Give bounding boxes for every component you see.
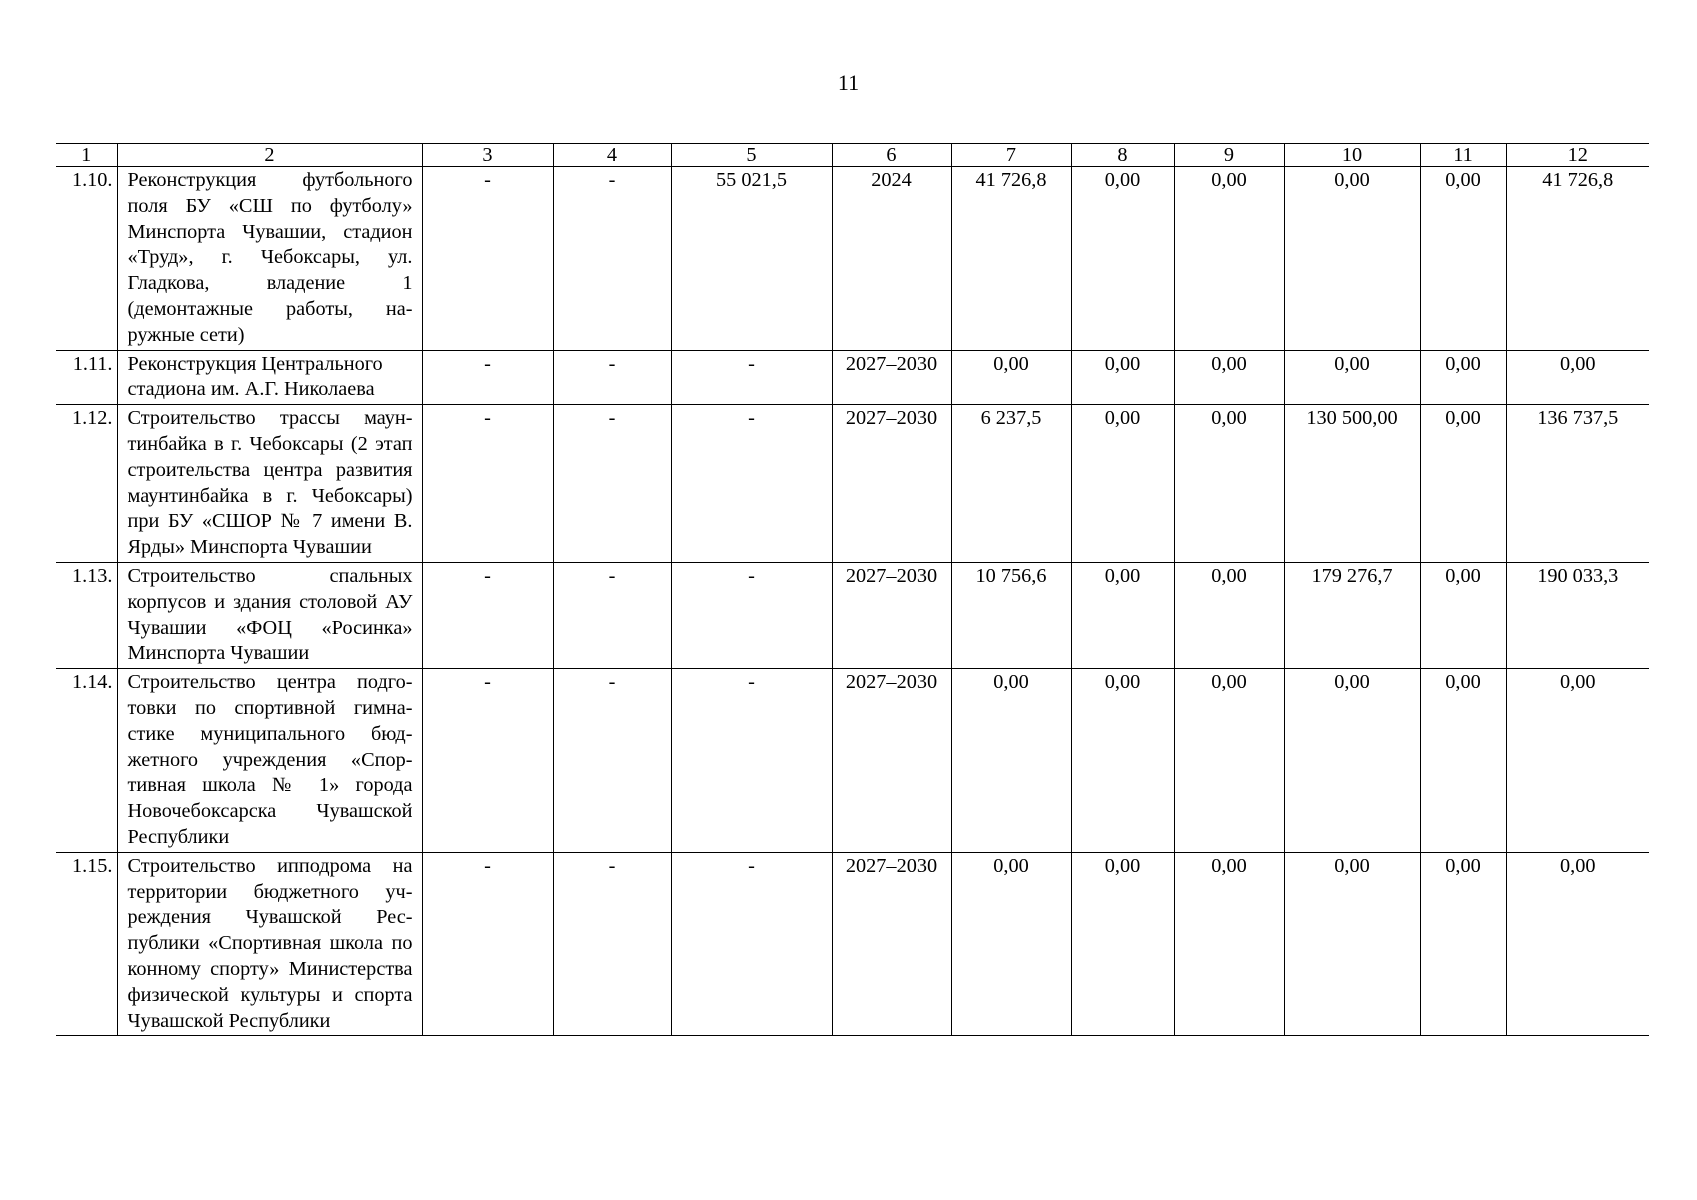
cell-col5: - bbox=[671, 669, 832, 853]
cell-col3: - bbox=[422, 405, 553, 563]
cell-col9: 0,00 bbox=[1174, 167, 1284, 351]
cell-col3: - bbox=[422, 669, 553, 853]
cell-col4: - bbox=[553, 405, 671, 563]
cell-col12: 41 726,8 bbox=[1506, 167, 1649, 351]
column-header: 1 bbox=[56, 144, 117, 167]
cell-col3: - bbox=[422, 350, 553, 405]
cell-col11: 0,00 bbox=[1420, 405, 1506, 563]
cell-col5: - bbox=[671, 405, 832, 563]
column-header: 10 bbox=[1284, 144, 1420, 167]
cell-col10: 0,00 bbox=[1284, 669, 1420, 853]
cell-col11: 0,00 bbox=[1420, 167, 1506, 351]
cell-col10: 130 500,00 bbox=[1284, 405, 1420, 563]
row-number: 1.13. bbox=[56, 562, 117, 668]
cell-col5: 55 021,5 bbox=[671, 167, 832, 351]
cell-col3: - bbox=[422, 562, 553, 668]
cell-col4: - bbox=[553, 350, 671, 405]
cell-col12: 136 737,5 bbox=[1506, 405, 1649, 563]
cell-col11: 0,00 bbox=[1420, 350, 1506, 405]
cell-col9: 0,00 bbox=[1174, 350, 1284, 405]
column-header: 11 bbox=[1420, 144, 1506, 167]
cell-col6: 2027–2030 bbox=[832, 405, 951, 563]
cell-col10: 0,00 bbox=[1284, 852, 1420, 1036]
object-name: Строительство спальных корпусов и здания столовой АУ Чувашии «ФОЦ «Росинка» Минспорта Чувашии bbox=[117, 562, 422, 668]
table-row bbox=[56, 669, 1649, 853]
cell-col6: 2027–2030 bbox=[832, 669, 951, 853]
cell-col10: 0,00 bbox=[1284, 350, 1420, 405]
object-name: Реконструкция футбольного поля БУ «СШ по футболу» Минспорта Чувашии, стадион «Труд», г. Чебоксары, ул. Гладкова, владение 1 (демонтажные работы, наружные сети) bbox=[117, 167, 422, 351]
cell-col6: 2027–2030 bbox=[832, 562, 951, 668]
cell-col4: - bbox=[553, 167, 671, 351]
cell-col12: 0,00 bbox=[1506, 350, 1649, 405]
column-header: 8 bbox=[1071, 144, 1174, 167]
column-header: 9 bbox=[1174, 144, 1284, 167]
row-number: 1.11. bbox=[56, 350, 117, 405]
row-number: 1.12. bbox=[56, 405, 117, 563]
row-number: 1.10. bbox=[56, 167, 117, 351]
cell-col5: - bbox=[671, 350, 832, 405]
column-header: 4 bbox=[553, 144, 671, 167]
cell-col8: 0,00 bbox=[1071, 669, 1174, 853]
cell-col8: 0,00 bbox=[1071, 562, 1174, 668]
cell-col8: 0,00 bbox=[1071, 167, 1174, 351]
cell-col7: 10 756,6 bbox=[951, 562, 1071, 668]
table-row bbox=[56, 405, 1649, 563]
object-name: Строительство трассы маунтинбайка в г. Чебоксары (2 этап строительства центра развития маунтинбайка в г. Чебоксары) при БУ «СШОР № 7 имени В. Ярды» Минспорта Чувашии bbox=[117, 405, 422, 563]
cell-col10: 0,00 bbox=[1284, 167, 1420, 351]
cell-col8: 0,00 bbox=[1071, 405, 1174, 563]
cell-col9: 0,00 bbox=[1174, 669, 1284, 853]
object-name: Реконструкция Центрального стадиона им. А.Г. Николаева bbox=[117, 350, 422, 405]
cell-col4: - bbox=[553, 852, 671, 1036]
cell-col7: 0,00 bbox=[951, 852, 1071, 1036]
cell-col12: 0,00 bbox=[1506, 852, 1649, 1036]
object-name: Строительство центра подготовки по спортивной гимнастике муниципального бюджетного учреждения «Спортивная школа № 1» города Новочебоксарска Чувашской Республики bbox=[117, 669, 422, 853]
column-number-row bbox=[56, 144, 1649, 167]
cell-col9: 0,00 bbox=[1174, 405, 1284, 563]
table-row bbox=[56, 562, 1649, 668]
cell-col6: 2024 bbox=[832, 167, 951, 351]
row-number: 1.15. bbox=[56, 852, 117, 1036]
cell-col4: - bbox=[553, 669, 671, 853]
cell-col3: - bbox=[422, 852, 553, 1036]
column-header: 5 bbox=[671, 144, 832, 167]
cell-col7: 0,00 bbox=[951, 350, 1071, 405]
cell-col7: 41 726,8 bbox=[951, 167, 1071, 351]
cell-col5: - bbox=[671, 852, 832, 1036]
cell-col9: 0,00 bbox=[1174, 562, 1284, 668]
cell-col8: 0,00 bbox=[1071, 852, 1174, 1036]
page-number: 11 bbox=[837, 70, 860, 95]
object-name: Строительство ипподрома на территории бюджетного учреждения Чувашской Республики «Спортивная школа по конному спорту» Министерства физической культуры и спорта Чувашской Республики bbox=[117, 852, 422, 1036]
cell-col6: 2027–2030 bbox=[832, 852, 951, 1036]
column-header: 2 bbox=[117, 144, 422, 167]
cell-col8: 0,00 bbox=[1071, 350, 1174, 405]
cell-col11: 0,00 bbox=[1420, 669, 1506, 853]
cell-col11: 0,00 bbox=[1420, 852, 1506, 1036]
cell-col12: 190 033,3 bbox=[1506, 562, 1649, 668]
column-header: 7 bbox=[951, 144, 1071, 167]
column-header: 3 bbox=[422, 144, 553, 167]
cell-col5: - bbox=[671, 562, 832, 668]
row-number: 1.14. bbox=[56, 669, 117, 853]
table-row bbox=[56, 167, 1649, 351]
program-table bbox=[56, 143, 1649, 1036]
cell-col4: - bbox=[553, 562, 671, 668]
table-row bbox=[56, 350, 1649, 405]
cell-col12: 0,00 bbox=[1506, 669, 1649, 853]
column-header: 12 bbox=[1506, 144, 1649, 167]
cell-col9: 0,00 bbox=[1174, 852, 1284, 1036]
cell-col3: - bbox=[422, 167, 553, 351]
table-row bbox=[56, 852, 1649, 1036]
cell-col11: 0,00 bbox=[1420, 562, 1506, 668]
cell-col7: 0,00 bbox=[951, 669, 1071, 853]
cell-col6: 2027–2030 bbox=[832, 350, 951, 405]
column-header: 6 bbox=[832, 144, 951, 167]
cell-col7: 6 237,5 bbox=[951, 405, 1071, 563]
cell-col10: 179 276,7 bbox=[1284, 562, 1420, 668]
